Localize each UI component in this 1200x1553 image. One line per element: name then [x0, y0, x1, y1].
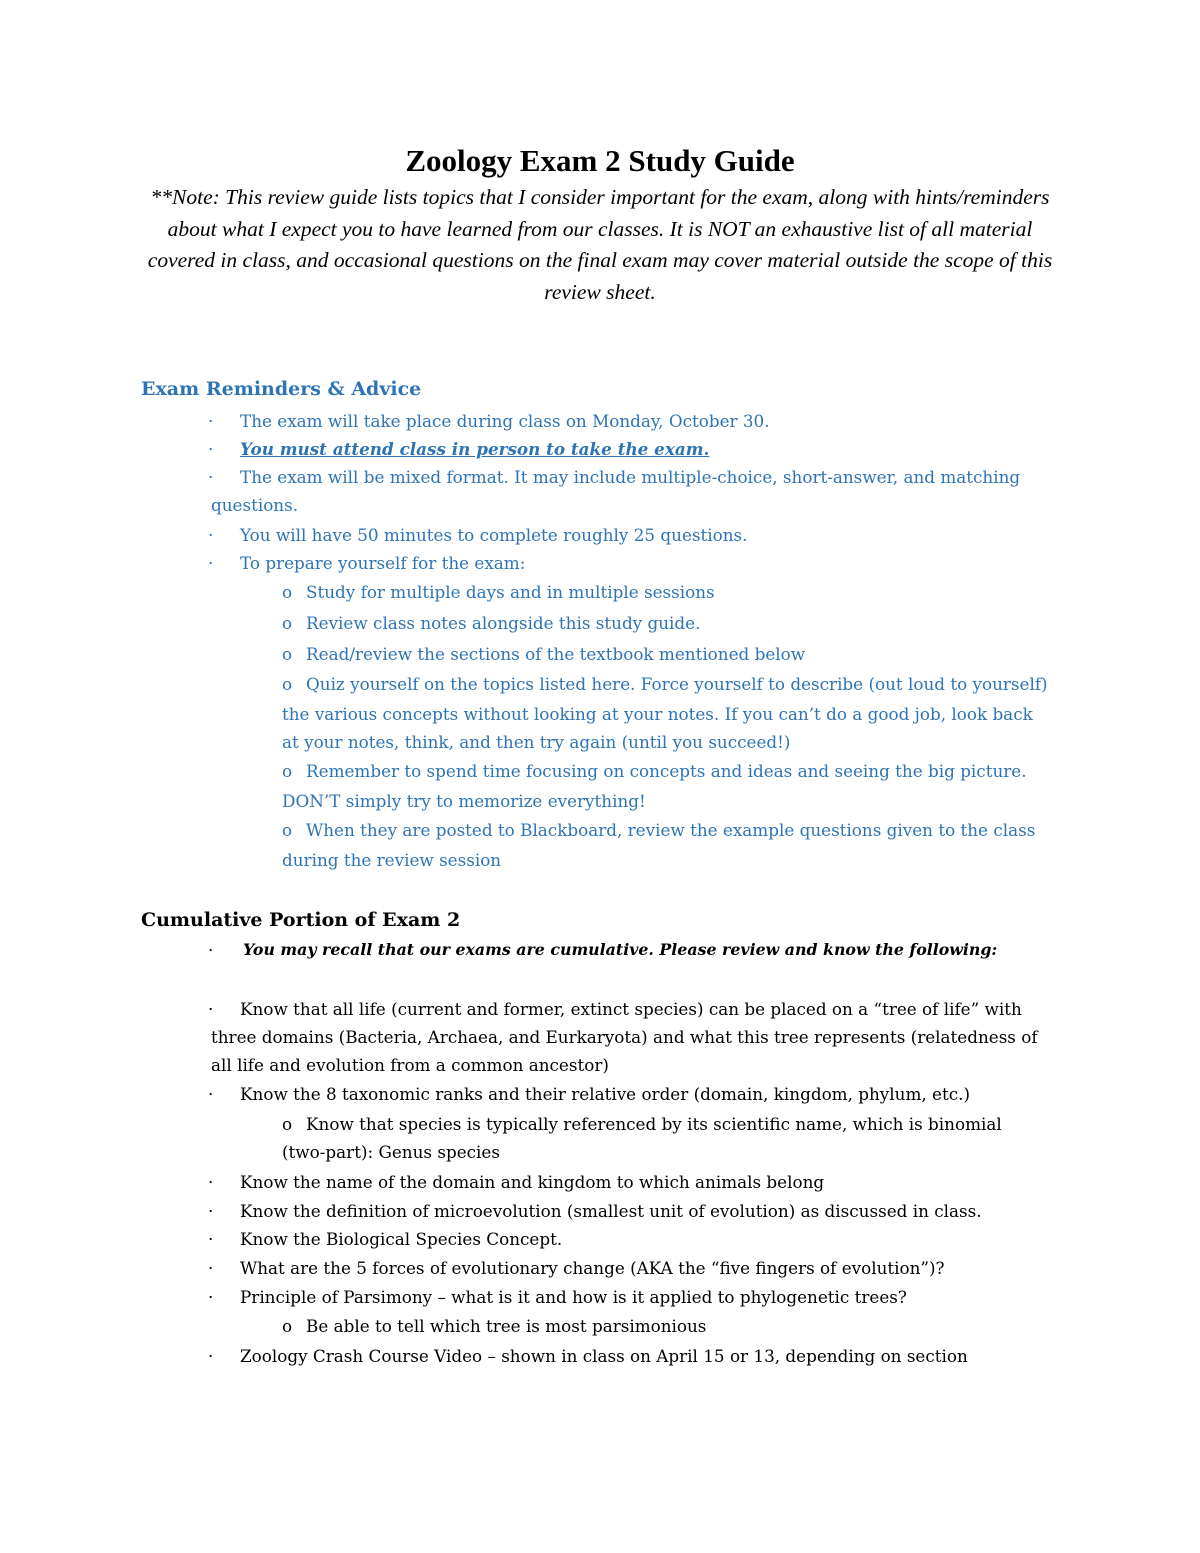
topic-item: Know the 8 taxonomic ranks and their relative order (domain, kingdom, phylum, etc.): [240, 1084, 971, 1104]
topic-subitem: Be able to tell which tree is most parsimonious: [306, 1316, 707, 1336]
sub-bullet-marker: o: [282, 613, 293, 633]
prep-tip: When they are posted to Blackboard, review the example questions given to the class: [306, 820, 1036, 840]
sub-bullet-marker: o: [282, 644, 293, 664]
topic-item-continued: three domains (Bacteria, Archaea, and Eurkaryota) and what this tree represents (relatedness of: [211, 1027, 1038, 1047]
sub-bullet-marker: o: [282, 820, 293, 840]
bullet-marker: ·: [208, 1084, 214, 1104]
topic-subitem: Know that species is typically referenced by its scientific name, which is binomial: [306, 1114, 1002, 1134]
cumulative-intro: You may recall that our exams are cumulative. Please review and know the following:: [243, 940, 998, 959]
topic-item: Know that all life (current and former, extinct species) can be placed on a “tree of life” with: [240, 999, 1022, 1019]
sub-bullet-marker: o: [282, 1114, 293, 1134]
bullet-marker: ·: [208, 1287, 214, 1307]
bullet-marker: ·: [208, 525, 214, 545]
topic-item: Know the definition of microevolution (smallest unit of evolution) as discussed in class.: [240, 1201, 982, 1221]
prep-tip: Review class notes alongside this study guide.: [306, 613, 701, 633]
reminder-item: To prepare yourself for the exam:: [240, 553, 526, 573]
topic-item: Principle of Parsimony – what is it and how is it applied to phylogenetic trees?: [240, 1287, 907, 1307]
reminder-item-continued: questions.: [211, 495, 299, 515]
topic-item-continued: all life and evolution from a common ancestor): [211, 1055, 609, 1075]
prep-tip-continued: at your notes, think, and then try again (until you succeed!): [282, 732, 791, 752]
sub-bullet-marker: o: [282, 674, 293, 694]
prep-tip: Study for multiple days and in multiple sessions: [306, 582, 715, 602]
prep-tip-continued: DON’T simply try to memorize everything!: [282, 791, 646, 811]
prep-tip-continued: during the review session: [282, 850, 502, 870]
topic-item: Know the Biological Species Concept.: [240, 1229, 563, 1249]
sub-bullet-marker: o: [282, 1316, 293, 1336]
section-heading-reminders: Exam Reminders & Advice: [141, 378, 422, 400]
bullet-marker: ·: [208, 940, 214, 960]
bullet-marker: ·: [208, 1201, 214, 1221]
reminder-item: The exam will take place during class on Monday, October 30.: [240, 411, 770, 431]
page-title: Zoology Exam 2 Study Guide: [405, 143, 795, 178]
bullet-marker: ·: [208, 1258, 214, 1278]
prep-tip: Remember to spend time focusing on concepts and ideas and seeing the big picture.: [306, 761, 1027, 781]
reminder-item: You will have 50 minutes to complete roughly 25 questions.: [240, 525, 748, 545]
topic-item: Zoology Crash Course Video – shown in class on April 15 or 13, depending on section: [240, 1346, 968, 1366]
reminder-item: The exam will be mixed format. It may include multiple-choice, short-answer, and matching: [240, 467, 1021, 487]
prep-tip: Read/review the sections of the textbook mentioned below: [306, 644, 806, 664]
bullet-marker: ·: [208, 439, 214, 459]
bullet-marker: ·: [208, 467, 214, 487]
attendance-reminder: You must attend class in person to take the exam.: [240, 439, 710, 459]
sub-bullet-marker: o: [282, 582, 293, 602]
bullet-marker: ·: [208, 1346, 214, 1366]
bullet-marker: ·: [208, 1229, 214, 1249]
sub-bullet-marker: o: [282, 761, 293, 781]
section-heading-cumulative: Cumulative Portion of Exam 2: [141, 909, 461, 931]
topic-subitem-continued: (two-part): Genus species: [282, 1142, 500, 1162]
topic-item: What are the 5 forces of evolutionary change (AKA the “five fingers of evolution”)?: [240, 1258, 945, 1278]
topic-item: Know the name of the domain and kingdom to which animals belong: [240, 1172, 825, 1192]
bullet-marker: ·: [208, 999, 214, 1019]
prep-tip-continued: the various concepts without looking at your notes. If you can’t do a good job, look back: [282, 704, 1033, 724]
prep-tip: Quiz yourself on the topics listed here. Force yourself to describe (out loud to yourself): [306, 674, 1048, 694]
bullet-marker: ·: [208, 411, 214, 431]
review-note: **Note: This review guide lists topics that I consider important for the exam, along with hints/reminders about what I expect you to have learned from our classes. It is NOT an exhaustive list of all material covered in class, and occasional questions on the final exam may cover material outside the scope of this review sheet.: [147, 185, 1053, 304]
bullet-marker: ·: [208, 1172, 214, 1192]
bullet-marker: ·: [208, 553, 214, 573]
